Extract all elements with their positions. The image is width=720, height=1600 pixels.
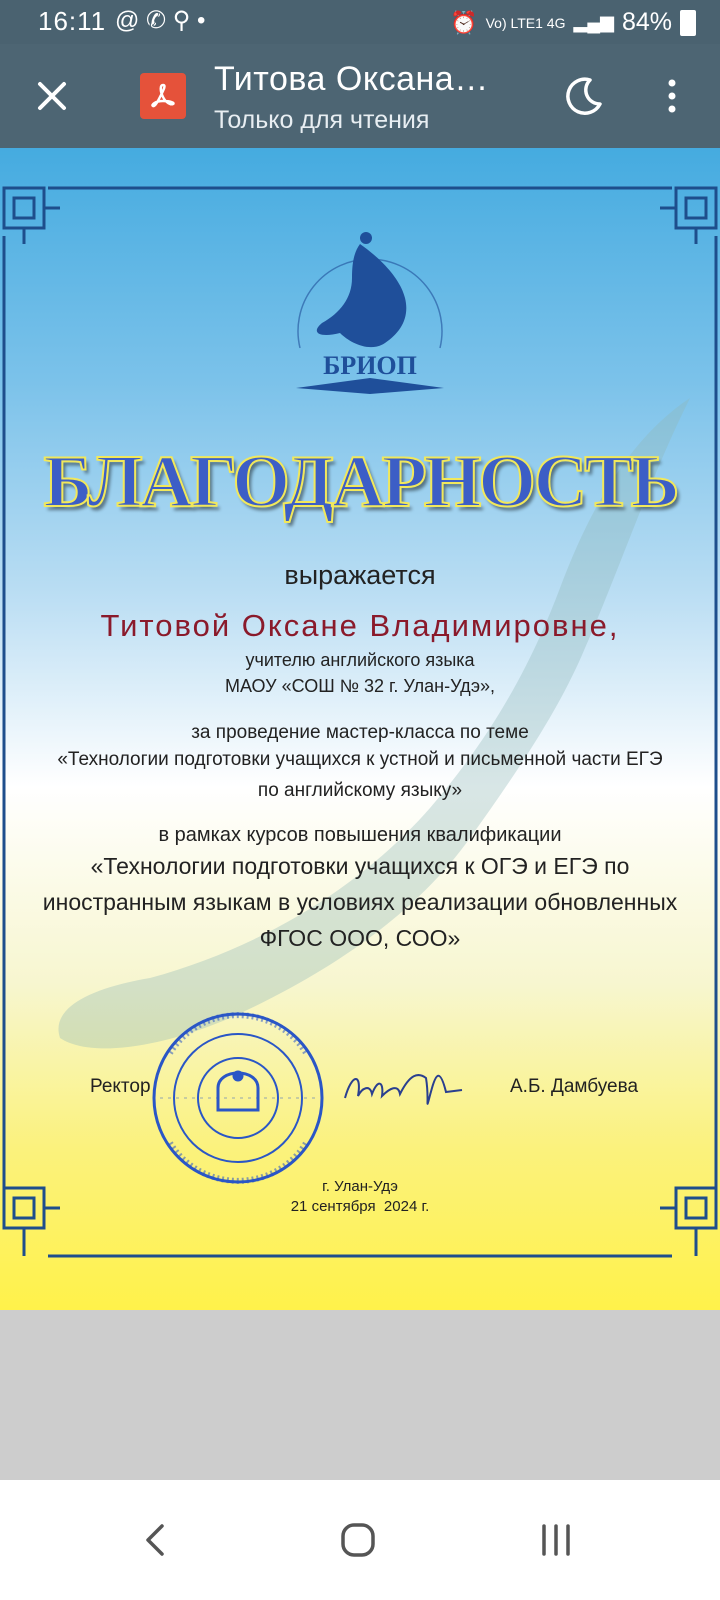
official-stamp <box>154 1014 322 1182</box>
briop-logo <box>296 232 444 394</box>
course-title-line-2: иностранным языкам в условиях реализации обновленных <box>42 889 678 915</box>
recipient-position: учителю английского языка <box>245 650 475 670</box>
topic-line-1: «Технологии подготовки учащихся к устной и письменной части ЕГЭ <box>57 749 663 770</box>
back-icon <box>138 1518 174 1562</box>
more-options-button[interactable] <box>650 74 694 118</box>
certificate-page[interactable] <box>0 148 720 1310</box>
status-bar <box>0 0 720 44</box>
system-icons <box>450 8 696 37</box>
recents-icon <box>534 1518 578 1562</box>
document-background <box>0 1310 720 1480</box>
alarm-icon: ⏰ <box>450 9 478 35</box>
moon-icon <box>562 74 606 118</box>
expressed-text: выражается <box>284 560 436 590</box>
close-icon <box>28 72 76 120</box>
pdf-file-icon <box>138 71 188 121</box>
logo-text: БРИОП <box>323 351 417 380</box>
notification-icons: @ ✆ ⚲ • <box>115 7 206 34</box>
recents-button[interactable] <box>534 1518 578 1562</box>
home-icon <box>336 1518 380 1562</box>
award-reason: за проведение мастер-класса по теме <box>191 722 529 743</box>
recipient-name: Титовой Оксане Владимировне, <box>100 608 620 643</box>
rector-name: А.Б. Дамбуева <box>510 1076 639 1097</box>
course-title-line-3: ФГОС ООО, СОО» <box>259 925 461 951</box>
battery-level: 84% <box>621 8 672 36</box>
more-vert-icon <box>650 74 694 118</box>
course-title-line-1: «Технологии подготовки учащихся к ОГЭ и ЕГЭ по <box>90 853 630 879</box>
status-time: 16:11 <box>38 6 107 36</box>
read-only-label: Только для чтения <box>214 106 430 134</box>
app-bar <box>0 44 720 148</box>
document-title: Титова Оксана… <box>214 60 489 98</box>
battery-icon <box>680 10 696 36</box>
rector-label: Ректор <box>90 1076 151 1097</box>
topic-line-2: по английскому языку» <box>257 780 463 801</box>
certificate-heading: БЛАГОДАРНОСТЬ <box>43 441 677 523</box>
night-mode-button[interactable] <box>562 74 606 118</box>
corner-ornament-top-left <box>4 188 60 244</box>
recipient-school: МАОУ «СОШ № 32 г. Улан-Удэ», <box>224 676 496 696</box>
rector-signature <box>345 1075 462 1104</box>
back-button[interactable] <box>138 1518 174 1562</box>
network-indicator: Vo) LTE1 4G <box>485 14 566 31</box>
issue-date: 21 сентября 2024 г. <box>290 1198 430 1215</box>
navigation-bar <box>0 1480 720 1600</box>
corner-ornament-top-right <box>660 188 716 244</box>
signal-icon: ▂▄▆ <box>573 12 614 32</box>
courses-text: в рамках курсов повышения квалификации <box>158 824 562 846</box>
home-button[interactable] <box>336 1518 380 1562</box>
close-button[interactable] <box>28 72 76 120</box>
issue-city: г. Улан-Удэ <box>322 1178 398 1195</box>
